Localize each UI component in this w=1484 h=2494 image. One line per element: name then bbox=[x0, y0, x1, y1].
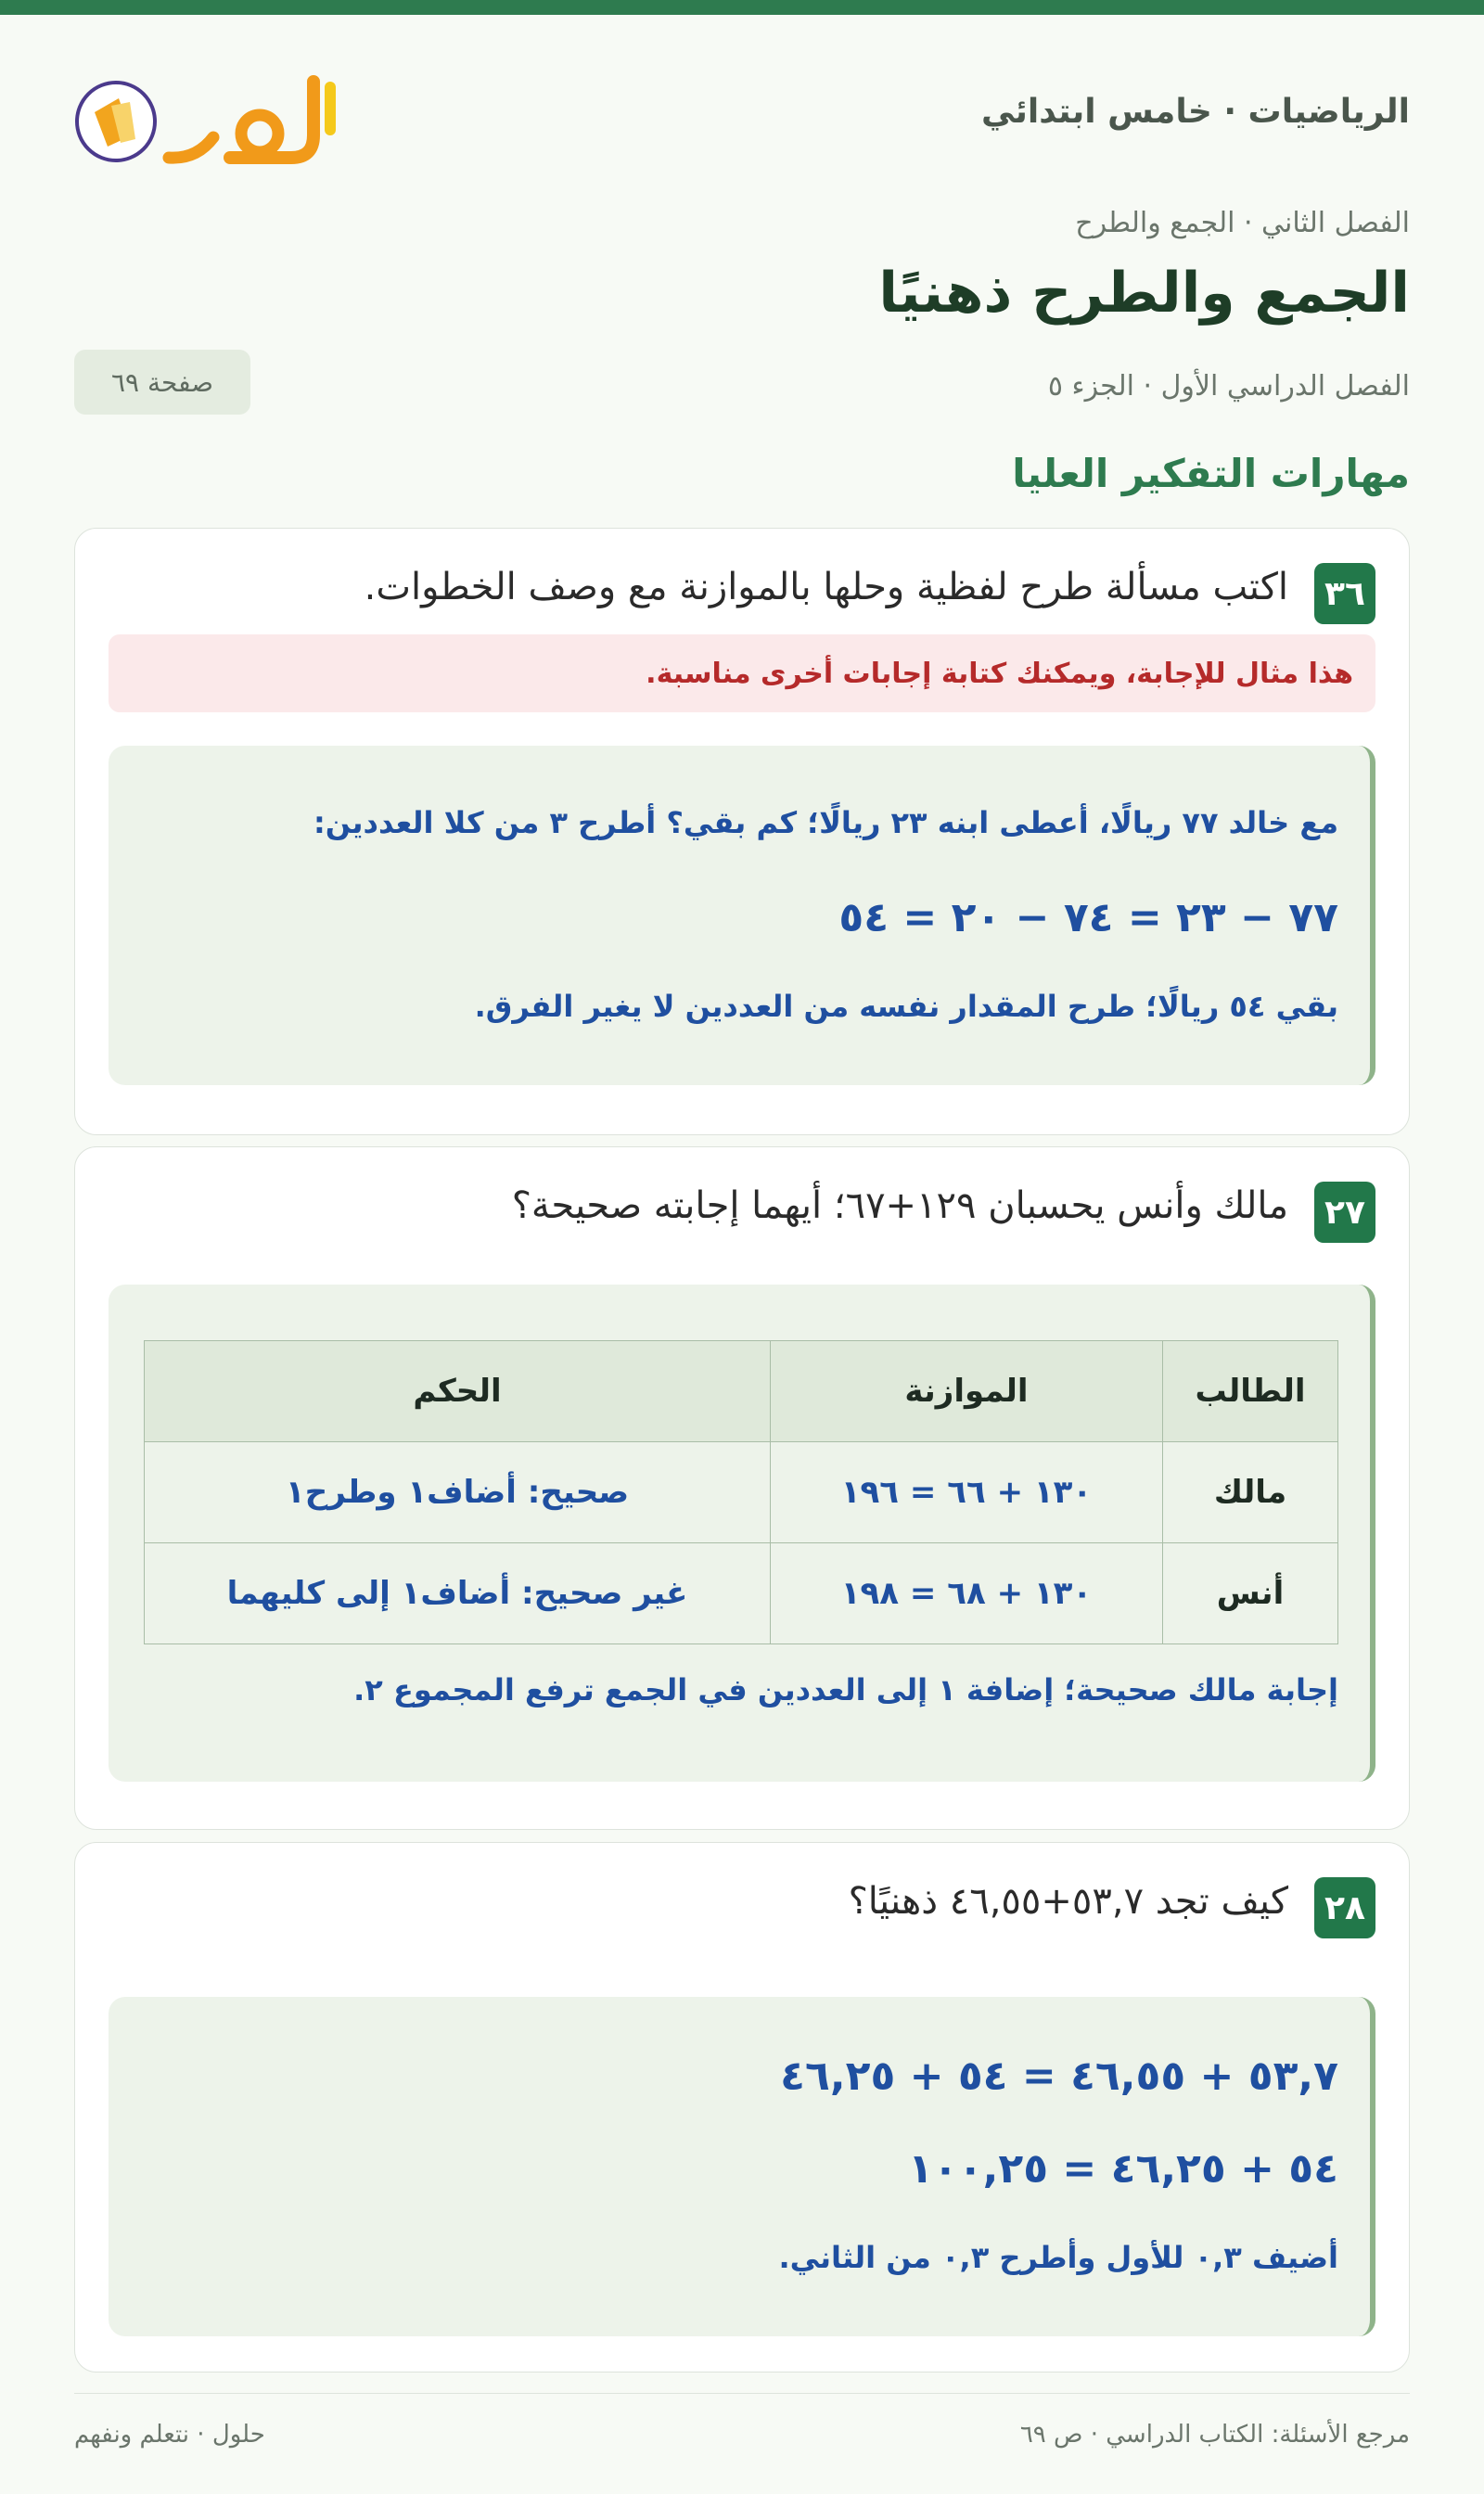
semester-label: الفصل الدراسي الأول · الجزء ٥ bbox=[1047, 370, 1410, 403]
answer-equation: ٥٣,٧ + ٤٦,٥٥ = ٥٤ + ٤٦,٢٥ bbox=[780, 2053, 1338, 2100]
question-text: كيف تجد ٥٣,٧+٤٦,٥٥ ذهنيًا؟ bbox=[848, 1880, 1288, 1923]
answer-note bbox=[109, 634, 1375, 712]
table-cell: صحيح: أضاف١ وطرح١ bbox=[145, 1442, 771, 1543]
note-text: هذا مثال للإجابة، ويمكنك كتابة إجابات أخرى مناسبة. bbox=[646, 657, 1353, 690]
footer-divider bbox=[74, 2393, 1410, 2394]
footer-brand[interactable]: حلول · نتعلم ونفهم bbox=[74, 2421, 265, 2449]
logo-text: حلول bbox=[72, 62, 75, 63]
brand-logo[interactable] bbox=[74, 61, 343, 182]
question-number: ٣٦ bbox=[1314, 563, 1375, 624]
question-number: ٢٧ bbox=[1314, 1182, 1375, 1243]
logo-icon bbox=[74, 61, 343, 182]
column-header: الحكم bbox=[145, 1341, 771, 1442]
answer-note: أضيف ٠,٣ للأول وأطرح ٠,٣ من الثاني. bbox=[778, 2240, 1338, 2275]
question-number: ٢٨ bbox=[1314, 1877, 1375, 1938]
footer-reference: مرجع الأسئلة: الكتاب الدراسي · ص ٦٩ bbox=[1019, 2421, 1410, 2449]
question-text: مالك وأنس يحسبان ١٢٩+٦٧؛ أيهما إجابته صحيحة؟ bbox=[511, 1184, 1288, 1227]
page-number-badge: صفحة ٦٩ bbox=[74, 350, 250, 415]
answer-equation: ٧٧ − ٢٣ = ٧٤ − ٢٠ = ٥٤ bbox=[838, 894, 1338, 941]
subject-label: الرياضيات · خامس ابتدائي bbox=[980, 93, 1410, 131]
question-card-36 bbox=[74, 528, 1410, 1135]
question-card-27 bbox=[74, 1146, 1410, 1830]
page bbox=[72, 15, 1410, 2275]
column-header: الطالب bbox=[1163, 1341, 1338, 1442]
section-title: مهارات التفكير العليا bbox=[1012, 451, 1410, 496]
page-title: الجمع والطرح ذهنيًا bbox=[878, 261, 1410, 326]
column-header: الموازنة bbox=[771, 1341, 1163, 1442]
table-header-row bbox=[145, 1341, 1338, 1442]
table-cell: مالك bbox=[1163, 1442, 1338, 1543]
table-row bbox=[145, 1543, 1338, 1644]
table-cell: ١٣٠ + ٦٦ = ١٩٦ bbox=[771, 1442, 1163, 1543]
table-row bbox=[145, 1442, 1338, 1543]
answer-line: مع خالد ٧٧ ريالًا، أعطى ابنه ٢٣ ريالًا؛ كم بقي؟ أطرح ٣ من كلا العددين: bbox=[313, 805, 1338, 840]
table-cell: غير صحيح: أضاف١ إلى كليهما bbox=[145, 1543, 771, 1644]
answer-equation: ٥٤ + ٤٦,٢٥ = ١٠٠,٢٥ bbox=[908, 2145, 1338, 2193]
table-cell: ١٣٠ + ٦٨ = ١٩٨ bbox=[771, 1543, 1163, 1644]
table-cell: أنس bbox=[1163, 1543, 1338, 1644]
answer-box bbox=[109, 1997, 1375, 2336]
answer-box bbox=[109, 1285, 1375, 1782]
chapter-breadcrumb: الفصل الثاني · الجمع والطرح bbox=[1075, 207, 1410, 239]
answer-conclusion: إجابة مالك صحيحة؛ إضافة ١ إلى العددين في الجمع ترفع المجموع ٢. bbox=[353, 1672, 1338, 1707]
comparison-table bbox=[144, 1340, 1338, 1644]
top-accent-bar bbox=[0, 0, 1484, 15]
answer-box bbox=[109, 746, 1375, 1085]
question-text: اكتب مسألة طرح لفظية وحلها بالموازنة مع وصف الخطوات. bbox=[364, 566, 1288, 608]
page-header bbox=[74, 15, 1410, 205]
question-card-28 bbox=[74, 1842, 1410, 2372]
answer-line: بقي ٥٤ ريالًا؛ طرح المقدار نفسه من العددين لا يغير الفرق. bbox=[474, 989, 1338, 1024]
